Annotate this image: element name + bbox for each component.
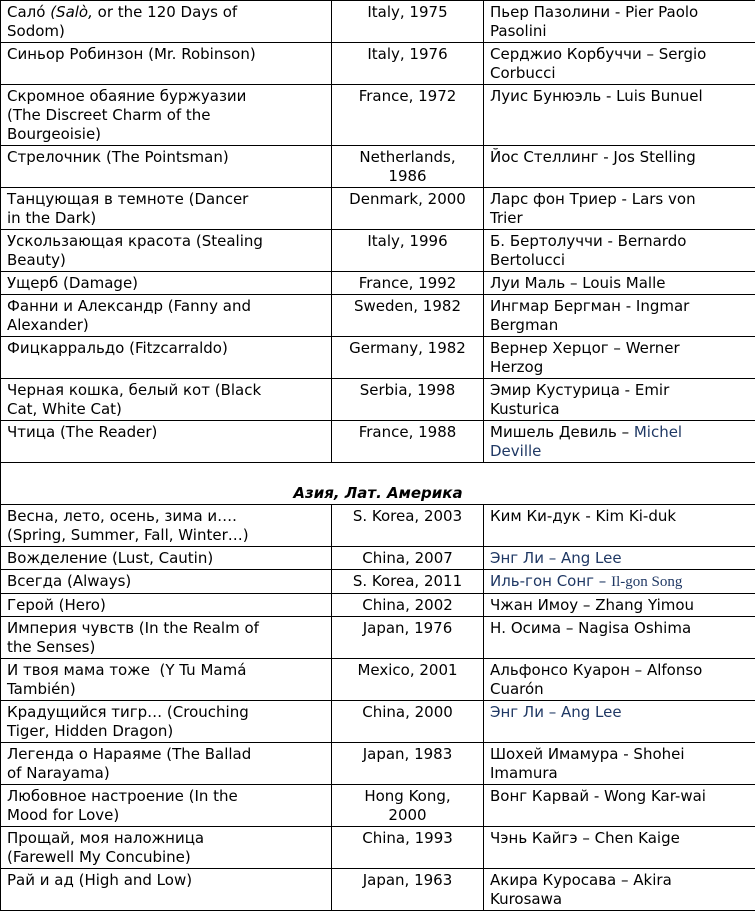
director-cell: [484, 379, 755, 421]
film-row: [1, 272, 755, 295]
film-title-cell: [1, 146, 332, 188]
film-title-cell: [1, 43, 332, 85]
film-title-cell-text: Фанни и Александр (Fanny and Alexander): [7, 297, 264, 335]
country-year-cell: [332, 188, 484, 230]
director-cell: [484, 1, 755, 43]
section-header: Азия, Лат. Америка: [7, 484, 749, 503]
section-header-cell: [1, 463, 755, 505]
country-year-cell-text: Denmark, 2000: [349, 190, 467, 209]
film-title-cell-text: Весна, лето, осень, зима и….(Spring, Summer, Fall, Winter…): [7, 507, 264, 545]
director-cell-text: Мишель Девиль – Michel Deville: [490, 423, 714, 461]
director-cell: [484, 659, 755, 701]
country-year-cell: [332, 43, 484, 85]
film-title-cell: [1, 1, 332, 43]
film-row: [1, 869, 755, 911]
country-year-cell: [332, 421, 484, 463]
film-row: [1, 230, 755, 272]
film-title-cell: [1, 617, 332, 659]
director-cell-text: Вонг Карвай - Wong Kar-wai: [490, 787, 714, 806]
director-cell: [484, 570, 755, 594]
film-title-cell: [1, 295, 332, 337]
director-cell-text: Шохей Имамура - Shohei Imamura: [490, 745, 714, 783]
film-title-cell: [1, 379, 332, 421]
film-title-cell: [1, 230, 332, 272]
director-cell-text: Ким Ки-дук - Kim Ki-duk: [490, 507, 714, 526]
director-cell-text: Серджио Корбуччи – Sergio Corbucci: [490, 45, 714, 83]
director-cell-text: Чжан Имоу – Zhang Yimou: [490, 596, 714, 615]
film-title-cell-text: Чтица (The Reader): [7, 423, 264, 442]
film-title-cell-text: Вожделение (Lust, Cautin): [7, 549, 264, 568]
film-row: [1, 1, 755, 43]
country-year-cell-text: Italy, 1976: [349, 45, 467, 64]
film-row: [1, 146, 755, 188]
film-title-cell: [1, 570, 332, 594]
director-cell-text: Альфонсо Куарон – Alfonso Cuarón: [490, 661, 714, 699]
director-cell-text: Эмир Кустурица - Emir Kusturica: [490, 381, 714, 419]
director-cell-text: Ларс фон Триер - Lars von Trier: [490, 190, 714, 228]
director-cell: [484, 594, 755, 617]
country-year-cell: [332, 701, 484, 743]
director-cell-text: Иль-гон Сонг – Il-gon Song: [490, 572, 714, 592]
blank-line: [7, 465, 749, 484]
director-cell: [484, 295, 755, 337]
director-cell: [484, 85, 755, 146]
country-year-cell-text: Japan, 1976: [349, 619, 467, 638]
film-row: [1, 701, 755, 743]
film-title-cell-text: Рай и ад (High and Low): [7, 871, 264, 890]
film-title-cell: [1, 701, 332, 743]
film-row: [1, 827, 755, 869]
country-year-cell-text: Serbia, 1998: [349, 381, 467, 400]
film-title-cell-text: Танцующая в темноте (Dancer in the Dark): [7, 190, 264, 228]
country-year-cell-text: China, 2007: [349, 549, 467, 568]
country-year-cell: [332, 785, 484, 827]
country-year-cell: [332, 827, 484, 869]
director-cell-text: Чэнь Кайгэ – Chen Kaige: [490, 829, 714, 848]
director-cell: [484, 188, 755, 230]
country-year-cell-text: China, 2002: [349, 596, 467, 615]
film-title-cell-text: Скромное обаяние буржуазии (The Discreet Charm of the Bourgeoisie): [7, 87, 264, 144]
film-title-cell-text: Черная кошка, белый кот (Black Cat, White Cat): [7, 381, 264, 419]
film-row: [1, 295, 755, 337]
country-year-cell-text: China, 1993: [349, 829, 467, 848]
film-title-cell-text: Всегда (Always): [7, 572, 264, 591]
film-row: [1, 421, 755, 463]
country-year-cell-text: S. Korea, 2011: [349, 572, 467, 591]
film-title-cell-text: Герой (Hero): [7, 596, 264, 615]
film-title-cell: [1, 547, 332, 570]
director-cell-text: Н. Осима – Nagisa Oshima: [490, 619, 714, 638]
director-cell: [484, 743, 755, 785]
country-year-cell-text: S. Korea, 2003: [349, 507, 467, 526]
film-row: [1, 570, 755, 594]
film-title-cell-text: Империя чувств (In the Realm of the Senses): [7, 619, 264, 657]
country-year-cell: [332, 1, 484, 43]
film-title-cell-text: Легенда о Нараяме (The Ballad of Narayama): [7, 745, 264, 783]
director-cell-text: Вернер Херцог – Werner Herzog: [490, 339, 714, 377]
country-year-cell: [332, 617, 484, 659]
director-cell: [484, 701, 755, 743]
film-row: [1, 505, 755, 547]
film-title-cell-text: Ущерб (Damage): [7, 274, 264, 293]
film-row: [1, 188, 755, 230]
country-year-cell-text: France, 1988: [349, 423, 467, 442]
director-cell-text: Пьер Пазолини - Pier Paolo Pasolini: [490, 3, 714, 41]
country-year-cell: [332, 594, 484, 617]
director-cell-text: Йос Стеллинг - Jos Stelling: [490, 148, 714, 167]
director-cell: [484, 505, 755, 547]
country-year-cell-text: Italy, 1996: [349, 232, 467, 251]
film-title-cell: [1, 827, 332, 869]
film-title-cell-text: Стрелочник (The Pointsman): [7, 148, 264, 167]
film-row: [1, 743, 755, 785]
country-year-cell: [332, 659, 484, 701]
director-cell-text: Энг Ли – Ang Lee: [490, 703, 714, 722]
country-year-cell: [332, 570, 484, 594]
film-title-cell-text: Ускользающая красота (Stealing Beauty): [7, 232, 264, 270]
film-title-cell: [1, 421, 332, 463]
film-row: [1, 337, 755, 379]
film-title-cell: [1, 785, 332, 827]
director-cell-text: Акира Куросава – Akira Kurosawa: [490, 871, 714, 909]
country-year-cell: [332, 379, 484, 421]
director-cell-text: Б. Бертолуччи - Bernardo Bertolucci: [490, 232, 714, 270]
film-title-cell: [1, 272, 332, 295]
film-row: [1, 85, 755, 146]
director-cell: [484, 785, 755, 827]
film-title-cell: [1, 594, 332, 617]
country-year-cell-text: China, 2000: [349, 703, 467, 722]
director-cell: [484, 272, 755, 295]
film-title-cell: [1, 505, 332, 547]
country-year-cell: [332, 272, 484, 295]
country-year-cell: [332, 743, 484, 785]
country-year-cell-text: Sweden, 1982: [349, 297, 467, 316]
director-cell: [484, 43, 755, 85]
director-cell: [484, 827, 755, 869]
country-year-cell-text: France, 1992: [349, 274, 467, 293]
country-year-cell-text: Italy, 1975: [349, 3, 467, 22]
film-row: [1, 43, 755, 85]
film-title-cell-text: Любовное настроение (In the Mood for Love): [7, 787, 264, 825]
film-title-cell: [1, 188, 332, 230]
country-year-cell: [332, 85, 484, 146]
film-title-cell: [1, 337, 332, 379]
director-cell-text: Луи Маль – Louis Malle: [490, 274, 714, 293]
film-title-cell-text: Прощай, моя наложница (Farewell My Concubine): [7, 829, 264, 867]
country-year-cell-text: Hong Kong, 2000: [349, 787, 467, 825]
film-title-cell-text: Синьор Робинзон (Mr. Robinson): [7, 45, 264, 64]
film-row: [1, 659, 755, 701]
director-cell: [484, 617, 755, 659]
country-year-cell: [332, 337, 484, 379]
country-year-cell: [332, 295, 484, 337]
country-year-cell-text: Mexico, 2001: [349, 661, 467, 680]
country-year-cell-text: Japan, 1963: [349, 871, 467, 890]
film-row: [1, 785, 755, 827]
director-cell-text: Луис Бунюэль - Luis Bunuel: [490, 87, 714, 106]
film-title-cell: [1, 743, 332, 785]
film-row: [1, 617, 755, 659]
section-header-row: [1, 463, 755, 505]
country-year-cell-text: Japan, 1983: [349, 745, 467, 764]
film-title-cell-text: Фицкарральдо (Fitzcarraldo): [7, 339, 264, 358]
film-row: [1, 594, 755, 617]
film-title-cell: [1, 659, 332, 701]
director-cell: [484, 146, 755, 188]
country-year-cell: [332, 869, 484, 911]
film-title-cell-text: И твоя мама тоже (Y Tu Mamá También): [7, 661, 264, 699]
film-title-cell-text: Крадущийся тигр… (Crouching Tiger, Hidden Dragon): [7, 703, 264, 741]
director-cell: [484, 337, 755, 379]
director-cell-text: Энг Ли – Ang Lee: [490, 549, 714, 568]
film-title-cell-text: Салó (Salò, or the 120 Days of Sodom): [7, 3, 264, 41]
director-cell: [484, 230, 755, 272]
country-year-cell-text: France, 1972: [349, 87, 467, 106]
country-year-cell: [332, 505, 484, 547]
director-cell: [484, 421, 755, 463]
director-cell: [484, 547, 755, 570]
film-title-cell: [1, 85, 332, 146]
country-year-cell: [332, 146, 484, 188]
film-row: [1, 547, 755, 570]
country-year-cell: [332, 547, 484, 570]
country-year-cell: [332, 230, 484, 272]
country-year-cell-text: Netherlands, 1986: [349, 148, 467, 186]
films-table-body: [1, 1, 755, 911]
country-year-cell-text: Germany, 1982: [349, 339, 467, 358]
film-title-cell: [1, 869, 332, 911]
film-row: [1, 379, 755, 421]
director-cell: [484, 869, 755, 911]
director-cell-text: Ингмар Бергман - Ingmar Bergman: [490, 297, 714, 335]
